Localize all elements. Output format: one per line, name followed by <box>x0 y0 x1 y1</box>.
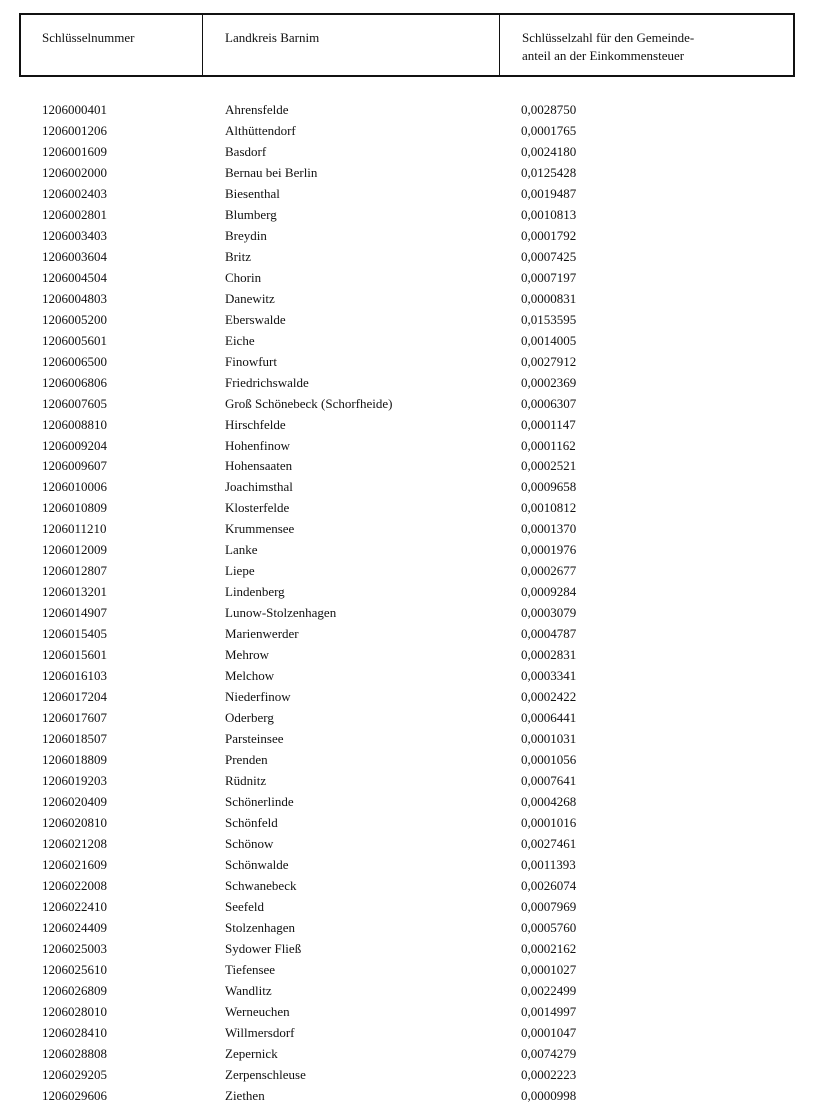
key-figure-cell: 0,0001147 <box>521 416 576 432</box>
municipality-cell: Rüdnitz <box>225 773 267 788</box>
municipality-cell: Stolzenhagen <box>225 919 296 935</box>
header-divider <box>202 15 203 75</box>
key-figure-cell: 0,0010812 <box>521 500 577 516</box>
header-key-figure <box>522 29 694 65</box>
key-figure-cell: 0,0001056 <box>521 752 577 768</box>
key-number-cell: 1206028410 <box>42 1024 107 1040</box>
table-row <box>0 1065 822 1086</box>
key-figure-cell: 0,0001792 <box>521 227 577 243</box>
municipality-cell: Klosterfelde <box>225 500 290 516</box>
table-row <box>0 624 822 645</box>
key-figure-cell: 0,0011393 <box>521 856 576 872</box>
key-number-cell: 1206022410 <box>42 898 107 914</box>
municipality-cell: Britz <box>225 248 251 264</box>
municipality-cell: Prenden <box>225 752 268 768</box>
municipality-cell: Chorin <box>225 269 262 285</box>
key-figure-cell: 0,0000831 <box>521 290 577 306</box>
municipality-cell: Basdorf <box>225 143 267 159</box>
table-row <box>0 373 822 394</box>
municipality-cell: Sydower Fließ <box>225 940 302 956</box>
key-figure-cell: 0,0003341 <box>521 668 577 684</box>
key-figure-cell: 0,0074279 <box>521 1045 577 1061</box>
table-row <box>0 750 822 771</box>
table-row <box>0 603 822 624</box>
table-row <box>0 1044 822 1065</box>
key-number-cell: 1206010809 <box>42 500 107 516</box>
table-row <box>0 247 822 268</box>
key-number-cell: 1206002000 <box>42 164 107 180</box>
key-number-cell: 1206006500 <box>42 353 107 369</box>
municipality-cell: Lunow-Stolzenhagen <box>225 605 337 621</box>
table-row <box>0 1002 822 1023</box>
table-row <box>0 708 822 729</box>
key-number-cell: 1206022008 <box>42 877 107 893</box>
key-number-cell: 1206011210 <box>42 521 107 537</box>
key-figure-cell: 0,0002521 <box>521 458 577 474</box>
header-divider <box>499 15 500 75</box>
table-row <box>0 310 822 331</box>
key-figure-cell: 0,0007425 <box>521 248 577 264</box>
table-row <box>0 1023 822 1044</box>
key-figure-cell: 0,0027912 <box>521 353 577 369</box>
key-number-cell: 1206002403 <box>42 185 107 201</box>
key-number-cell: 1206007605 <box>42 395 107 411</box>
municipality-cell: Breydin <box>225 227 267 243</box>
municipality-cell: Hohensaaten <box>225 458 293 474</box>
key-number-cell: 1206018809 <box>42 752 107 768</box>
table-row <box>0 792 822 813</box>
key-number-cell: 1206017607 <box>42 710 107 726</box>
key-figure-cell: 0,0004787 <box>521 626 577 642</box>
municipality-cell: Parsteinsee <box>225 731 284 747</box>
municipality-cell: Wandlitz <box>225 982 272 998</box>
key-number-cell: 1206014907 <box>42 605 107 621</box>
municipality-cell: Werneuchen <box>225 1003 290 1019</box>
table-body <box>0 100 822 1107</box>
municipality-cell: Schönow <box>225 835 274 851</box>
municipality-cell: Hirschfelde <box>225 416 286 432</box>
table-row <box>0 540 822 561</box>
table-row <box>0 352 822 373</box>
table-row <box>0 226 822 247</box>
key-number-cell: 1206026809 <box>42 982 107 998</box>
key-figure-cell: 0,0002677 <box>521 563 577 579</box>
table-row <box>0 582 822 603</box>
key-figure-cell: 0,0009284 <box>521 584 577 600</box>
table-row <box>0 645 822 666</box>
key-figure-cell: 0,0004268 <box>521 793 577 809</box>
header-district <box>225 29 319 47</box>
key-figure-cell: 0,0001027 <box>521 961 577 977</box>
table-row <box>0 666 822 687</box>
municipality-cell: Zerpenschleuse <box>225 1066 306 1082</box>
table-row <box>0 855 822 876</box>
table-row <box>0 498 822 519</box>
key-number-cell: 1206013201 <box>42 584 107 600</box>
key-figure-cell: 0,0007641 <box>521 773 577 788</box>
key-figure-cell: 0,0024180 <box>521 143 577 159</box>
key-figure-cell: 0,0006441 <box>521 710 577 726</box>
key-figure-cell: 0,0007969 <box>521 898 577 914</box>
key-number-cell: 1206017204 <box>42 689 107 705</box>
key-figure-cell: 0,0010813 <box>521 206 577 222</box>
key-figure-cell: 0,0002831 <box>521 647 577 663</box>
key-number-cell: 1206012807 <box>42 563 107 579</box>
key-figure-cell: 0,0001976 <box>521 542 577 558</box>
key-figure-cell: 0,0006307 <box>521 395 577 411</box>
table-row <box>0 1086 822 1107</box>
table-row <box>0 456 822 477</box>
municipality-cell: Liepe <box>225 563 255 579</box>
key-number-cell: 1206024409 <box>42 919 107 935</box>
municipality-cell: Blumberg <box>225 206 277 222</box>
key-number-cell: 1206012009 <box>42 542 107 558</box>
table-header <box>19 13 795 77</box>
table-row <box>0 981 822 1002</box>
key-figure-cell: 0,0001370 <box>521 521 577 537</box>
key-figure-cell: 0,0019487 <box>521 185 577 201</box>
key-figure-cell: 0,0027461 <box>521 835 577 851</box>
municipality-cell: Marienwerder <box>225 626 299 642</box>
key-figure-cell: 0,0007197 <box>521 269 577 285</box>
table-row <box>0 268 822 289</box>
key-figure-cell: 0,0028750 <box>521 102 577 117</box>
table-row <box>0 394 822 415</box>
municipality-cell: Seefeld <box>225 898 264 914</box>
municipality-cell: Lanke <box>225 542 258 558</box>
key-figure-cell: 0,0001047 <box>521 1024 577 1040</box>
municipality-cell: Schönerlinde <box>225 793 294 809</box>
key-figure-cell: 0,0153595 <box>521 311 577 327</box>
municipality-cell: Biesenthal <box>225 185 280 201</box>
municipality-cell: Melchow <box>225 668 275 684</box>
municipality-cell: Schwanebeck <box>225 877 297 893</box>
key-figure-cell: 0,0002162 <box>521 940 577 956</box>
municipality-cell: Schönfeld <box>225 814 278 830</box>
municipality-cell: Friedrichswalde <box>225 374 309 390</box>
key-number-cell: 1206009607 <box>42 458 107 474</box>
key-figure-cell: 0,0026074 <box>521 877 577 893</box>
key-number-cell: 1206015601 <box>42 647 107 663</box>
municipality-cell: Eiche <box>225 332 255 348</box>
municipality-cell: Zepernick <box>225 1045 278 1061</box>
municipality-cell: Mehrow <box>225 647 270 663</box>
header-key-number-label: Schlüsselnummer <box>42 30 135 45</box>
key-figure-cell: 0,0009658 <box>521 479 577 495</box>
municipality-cell: Schönwalde <box>225 856 289 872</box>
municipality-cell: Ahrensfelde <box>225 102 289 117</box>
key-figure-cell: 0,0002369 <box>521 374 577 390</box>
table-row <box>0 100 822 121</box>
municipality-cell: Tiefensee <box>225 961 276 977</box>
municipality-cell: Lindenberg <box>225 584 285 600</box>
key-number-cell: 1206000401 <box>42 102 107 117</box>
key-number-cell: 1206029606 <box>42 1087 107 1103</box>
key-figure-cell: 0,0014997 <box>521 1003 577 1019</box>
key-number-cell: 1206016103 <box>42 668 107 684</box>
table-row <box>0 415 822 436</box>
key-figure-cell: 0,0002223 <box>521 1066 577 1082</box>
municipality-cell: Finowfurt <box>225 353 277 369</box>
key-number-cell: 1206001609 <box>42 143 107 159</box>
key-number-cell: 1206003604 <box>42 248 107 264</box>
key-number-cell: 1206020810 <box>42 814 107 830</box>
table-row <box>0 289 822 310</box>
table-row <box>0 436 822 457</box>
key-figure-cell: 0,0000998 <box>521 1087 577 1103</box>
key-number-cell: 1206009204 <box>42 437 107 453</box>
key-number-cell: 1206006806 <box>42 374 107 390</box>
key-number-cell: 1206004504 <box>42 269 107 285</box>
municipality-cell: Krummensee <box>225 521 295 537</box>
table-row <box>0 918 822 939</box>
key-number-cell: 1206001206 <box>42 122 107 138</box>
key-number-cell: 1206005601 <box>42 332 107 348</box>
municipality-cell: Niederfinow <box>225 689 291 705</box>
municipality-cell: Hohenfinow <box>225 437 290 453</box>
table-row <box>0 163 822 184</box>
table-row <box>0 771 822 792</box>
header-key-figure-line1: Schlüsselzahl für den Gemeinde- <box>522 30 695 45</box>
key-number-cell: 1206018507 <box>42 731 107 747</box>
key-figure-cell: 0,0001162 <box>521 437 576 453</box>
table-row <box>0 834 822 855</box>
table-row <box>0 477 822 498</box>
key-figure-cell: 0,0001016 <box>521 814 577 830</box>
key-number-cell: 1206021609 <box>42 856 107 872</box>
key-number-cell: 1206025003 <box>42 940 107 956</box>
table-row <box>0 876 822 897</box>
key-number-cell: 1206028808 <box>42 1045 107 1061</box>
key-figure-cell: 0,0001031 <box>521 731 577 747</box>
municipality-cell: Ziethen <box>225 1087 265 1103</box>
municipality-cell: Oderberg <box>225 710 274 726</box>
municipality-cell: Joachimsthal <box>225 479 293 495</box>
key-number-cell: 1206020409 <box>42 793 107 809</box>
key-number-cell: 1206021208 <box>42 835 107 851</box>
table-row <box>0 121 822 142</box>
table-row <box>0 142 822 163</box>
key-number-cell: 1206003403 <box>42 227 107 243</box>
key-figure-cell: 0,0003079 <box>521 605 577 621</box>
table-row <box>0 813 822 834</box>
table-row <box>0 519 822 540</box>
key-number-cell: 1206028010 <box>42 1003 107 1019</box>
table-row <box>0 687 822 708</box>
table-row <box>0 331 822 352</box>
table-row <box>0 205 822 226</box>
key-number-cell: 1206010006 <box>42 479 107 495</box>
table-row <box>0 897 822 918</box>
header-district-label: Landkreis Barnim <box>225 30 320 45</box>
key-number-cell: 1206015405 <box>42 626 107 642</box>
key-number-cell: 1206002801 <box>42 206 107 222</box>
key-figure-cell: 0,0002422 <box>521 689 577 705</box>
key-number-cell: 1206005200 <box>42 311 107 327</box>
table-row <box>0 729 822 750</box>
table-row <box>0 561 822 582</box>
table-row <box>0 939 822 960</box>
table-row <box>0 960 822 981</box>
municipality-cell: Althüttendorf <box>225 122 296 138</box>
key-number-cell: 1206025610 <box>42 961 107 977</box>
key-figure-cell: 0,0001765 <box>521 122 577 138</box>
municipality-cell: Groß Schönebeck (Schorfheide) <box>225 395 393 411</box>
key-figure-cell: 0,0014005 <box>521 332 577 348</box>
key-number-cell: 1206004803 <box>42 290 107 306</box>
key-number-cell: 1206008810 <box>42 416 107 432</box>
municipality-cell: Eberswalde <box>225 311 286 327</box>
header-key-number <box>42 29 134 47</box>
key-figure-cell: 0,0022499 <box>521 982 577 998</box>
table-row <box>0 184 822 205</box>
key-figure-cell: 0,0005760 <box>521 919 577 935</box>
municipality-cell: Danewitz <box>225 290 275 306</box>
key-number-cell: 1206029205 <box>42 1066 107 1082</box>
header-key-figure-line2: anteil an der Einkommensteuer <box>522 48 685 63</box>
municipality-cell: Bernau bei Berlin <box>225 164 318 180</box>
municipality-cell: Willmersdorf <box>225 1024 295 1040</box>
key-figure-cell: 0,0125428 <box>521 164 577 180</box>
key-number-cell: 1206019203 <box>42 773 107 788</box>
